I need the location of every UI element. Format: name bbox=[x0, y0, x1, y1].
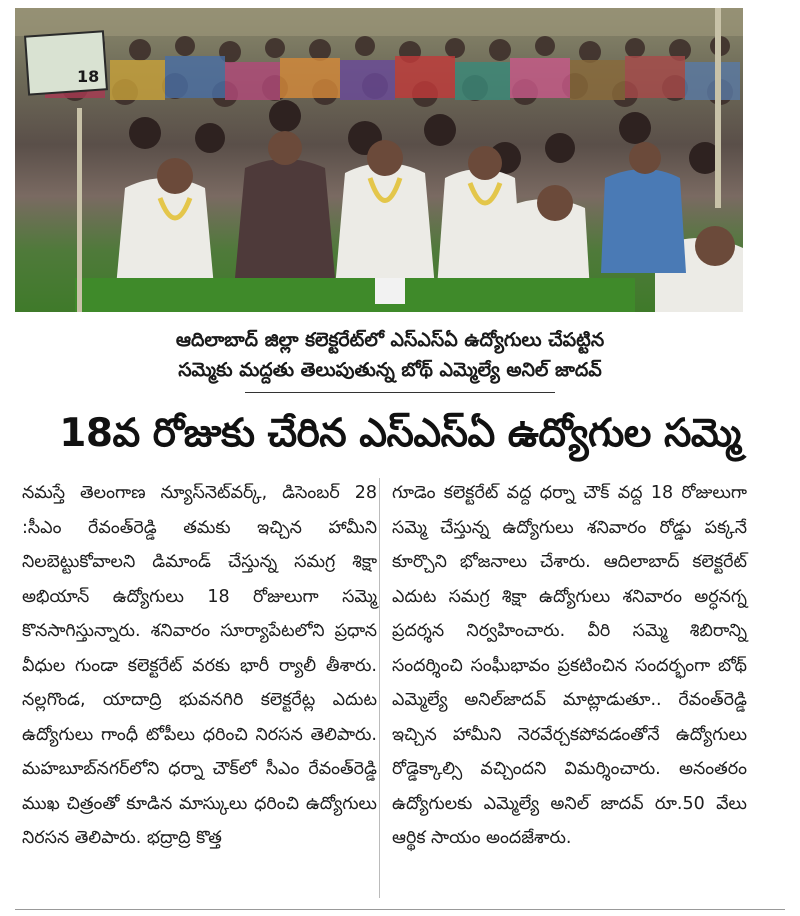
bottom-divider bbox=[15, 909, 785, 910]
article-paragraph: నమస్తే తెలంగాణ న్యూస్‌నెట్‌వర్క్, డిసెంబర్ 28 :సీఎం రేవంత్‌రెడ్డి తమకు ఇచ్చిన హామీని నిలబెట్టుకోవాలని డిమాండ్ చేస్తున్న సమగ్ర శిక్షా అభియాన్ ఉద్యోగులు 18 రోజులుగా సమ్మె కొనసాగిస్తున్నారు. శనివారం సూర్యాపేటలోని ప్రధాన వీధుల గుండా కలెక్టరేట్ వరకు భారీ ర్యాలీ తీశారు. నల్లగొండ, యాదాద్రి భువనగిరి కలెక్టరేట్ల ఎదుట ఉద్యోగులు గాంధీ టోపీలు ధరించి నిరసన తెలిపారు. మహబూబ్‌నగర్‌లోని ధర్నా చౌక్‌లో సీఎం రేవంత్‌రెడ్డి ముఖ చిత్రంతో కూడిన మాస్కులు ధరించి ఉద్యోగులు నిరసన తెలిపారు. భద్రాద్రి కొత్త bbox=[22, 483, 377, 848]
photo-caption-line-1: ఆదిలాబాద్ జిల్లా కలెక్టరేట్‌లో ఎస్ఎస్ఏ ఉద్యోగులు చేపట్టిన bbox=[175, 329, 605, 351]
article-paragraph: గూడెం కలెక్టరేట్ వద్ద ధర్నా చౌక్ వద్ద 18 రోజులుగా సమ్మె చేస్తున్న ఉద్యోగులు శనివారం రోడ్డు పక్కనే కూర్చొని భోజనాలు చేశారు. ఆదిలాబాద్ కలెక్టరేట్ ఎదుట సమగ్ర శిక్షా ఉద్యోగులు శనివారం అర్ధనగ్న ప్రదర్శన నిర్వహించారు. వీరి సమ్మె శిబిరాన్ని సందర్శించి సంఘీభావం ప్రకటించిన సందర్భంగా బోథ్ ఎమ్మెల్యే అనిల్‌జాదవ్ మాట్లాడుతూ.. రేవంత్‌రెడ్డి ఇచ్చిన హామీని నెరవేర్చకపోవడంతోనే ఉద్యోగులు రోడ్డెక్కాల్సి వచ్చిందని విమర్శించారు. అనంతరం ఉద్యోగులకు ఎమ్మెల్యే అనిల్ జాదవ్ రూ.50 వేలు ఆర్థిక సాయం అందజేశారు. bbox=[392, 483, 747, 848]
caption-divider bbox=[245, 392, 555, 393]
headline: 18వ రోజుకు చేరిన ఎస్ఎస్ఏ ఉద్యోగుల సమ్మె bbox=[59, 411, 741, 456]
news-photo bbox=[15, 8, 743, 312]
photo-caption-line-2: సమ్మెకు మద్దతు తెలుపుతున్న బోథ్ ఎమ్మెల్యే అనిల్ జాదవ్ bbox=[178, 359, 602, 381]
column-divider bbox=[379, 478, 380, 898]
article-column-left bbox=[22, 476, 377, 856]
protest-crowd-illustration bbox=[15, 8, 743, 312]
placard bbox=[25, 31, 107, 94]
svg-text:18: 18 bbox=[77, 67, 100, 86]
article-column-right bbox=[392, 476, 747, 856]
